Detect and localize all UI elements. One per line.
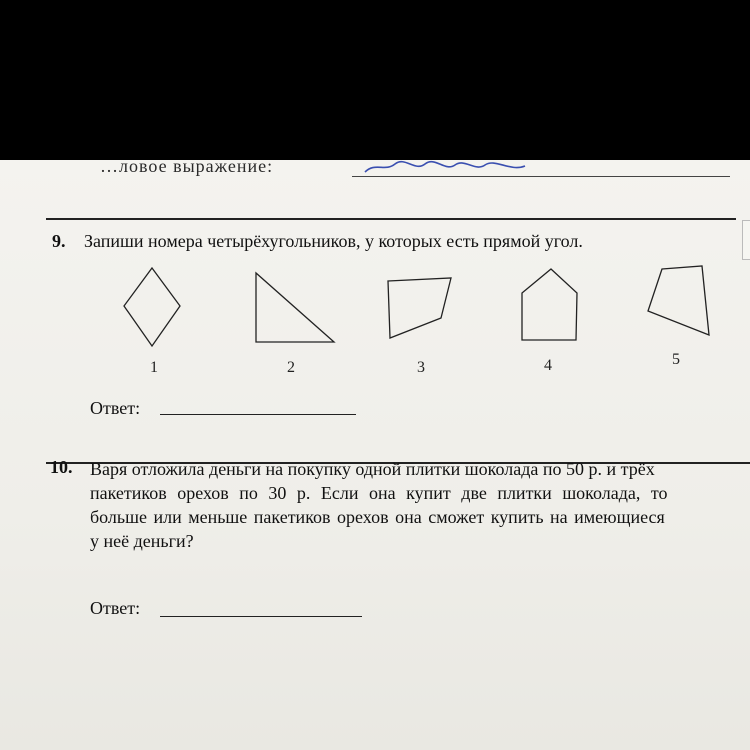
q9-answer-label: Ответ:: [90, 398, 141, 418]
q10-line: больше или меньше пакетиков орехов она сможет купить на имеющиеся: [90, 507, 665, 527]
q9-text: Запиши номера четырёхугольников, у которых есть прямой угол.: [84, 231, 583, 251]
q10-line: пакетиков орехов по 30 р. Если она купит две плитки шоколада, то: [90, 483, 668, 503]
figure-2-right-triangle: [256, 273, 334, 342]
q10-text: [90, 457, 750, 553]
previous-task-text: …ловое выражение:: [100, 160, 274, 176]
figure-5-quadrilateral: [648, 266, 709, 335]
figure-label-5: 5: [672, 351, 680, 368]
q10-answer-field[interactable]: [160, 616, 362, 617]
figure-1-rhombus: [124, 268, 180, 346]
q9-number: 9.: [52, 231, 66, 251]
q10-answer-label: Ответ:: [90, 598, 141, 618]
worksheet-page: [0, 160, 750, 750]
q9-figures: [0, 160, 750, 750]
q10-line: Варя отложила деньги на покупку одной плитки шоколада по 50 р. и трёх: [90, 459, 655, 479]
figure-label-3: 3: [417, 359, 425, 376]
q9-answer-field[interactable]: [160, 414, 356, 415]
q10-line: у неё деньги?: [90, 531, 194, 551]
figure-3-quadrilateral: [388, 278, 451, 338]
figure-label-2: 2: [287, 359, 295, 376]
q10-number: 10.: [50, 457, 73, 477]
figure-label-1: 1: [150, 359, 158, 376]
figure-4-pentagon: [522, 269, 577, 340]
figure-label-4: 4: [544, 357, 552, 374]
